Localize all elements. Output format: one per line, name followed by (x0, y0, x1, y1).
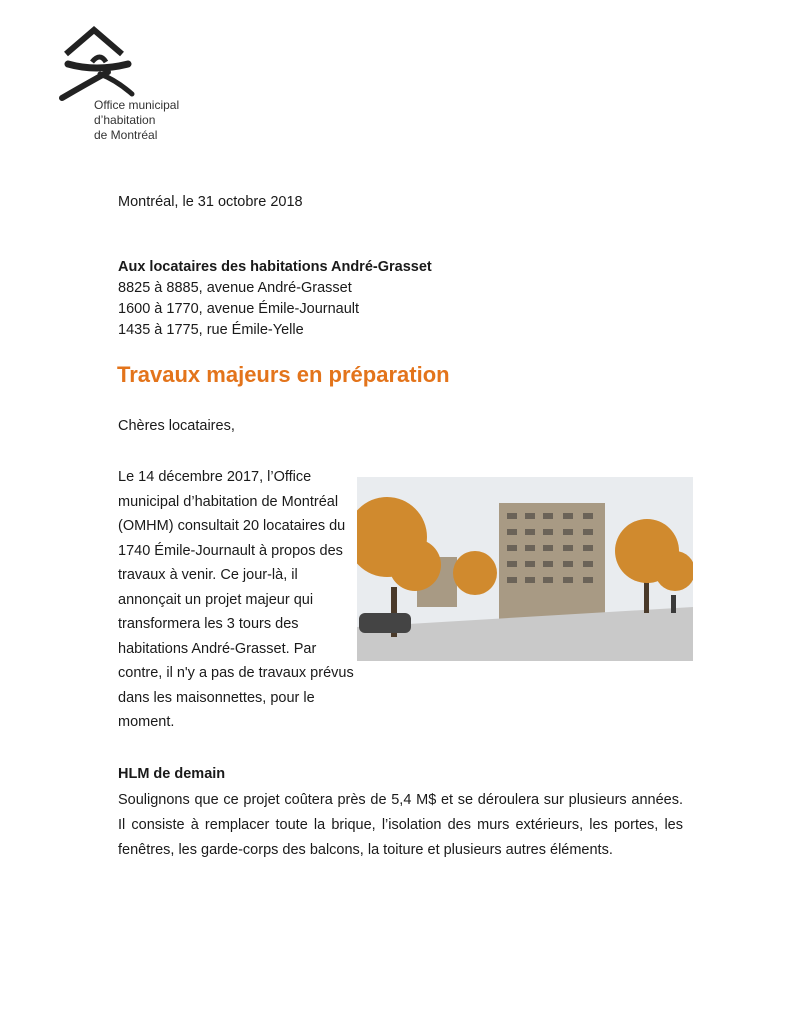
tree-foliage (389, 539, 441, 591)
recipient-block (118, 257, 432, 341)
omhm-house-figure-icon (56, 24, 136, 104)
address-line: 8825 à 8885, avenue André-Grasset (118, 280, 352, 296)
omhm-logo (56, 24, 206, 144)
logo-line-1: Office municipal (94, 98, 180, 112)
recipient-heading: Aux locataires des habitations André-Grasset (118, 259, 432, 275)
logo-line-3: de Montréal (94, 128, 158, 142)
date-line: Montréal, le 31 octobre 2018 (118, 194, 303, 210)
address-line: 1435 à 1775, rue Émile-Yelle (118, 322, 304, 338)
section-heading: HLM de demain (118, 766, 226, 782)
tree-foliage (453, 551, 497, 595)
pedestrian (671, 595, 676, 613)
logo-line-2: d’habitation (94, 113, 156, 127)
section-paragraph: Soulignons que ce projet coûtera près de 5,4 M$ et se déroulera sur plusieurs années. Il consiste à remplacer toute la brique, l’isolation des murs extérieurs, les portes, les fenêtres, les garde-corps des balcons, la toiture et plusieurs autres éléments. (118, 792, 683, 858)
greeting: Chères locataires, (118, 418, 235, 434)
address-line: 1600 à 1770, avenue Émile-Journault (118, 301, 360, 317)
building-rendering-image (357, 477, 693, 661)
car (359, 613, 411, 633)
building-rendering-illustration (357, 477, 693, 661)
document-title: Travaux majeurs en préparation (117, 362, 450, 387)
intro-paragraph: Le 14 décembre 2017, l’Office municipal d’habitation de Montréal (OMHM) consultait 20 locataires du 1740 Émile-Journault à propos des travaux à venir. Ce jour-là, il annonçait un projet majeur qui transformera les 3 tours des habitations André-Grasset. Par contre, il n'y a pas de travaux prévus dans les maisonnettes, pour le moment. (118, 469, 354, 730)
